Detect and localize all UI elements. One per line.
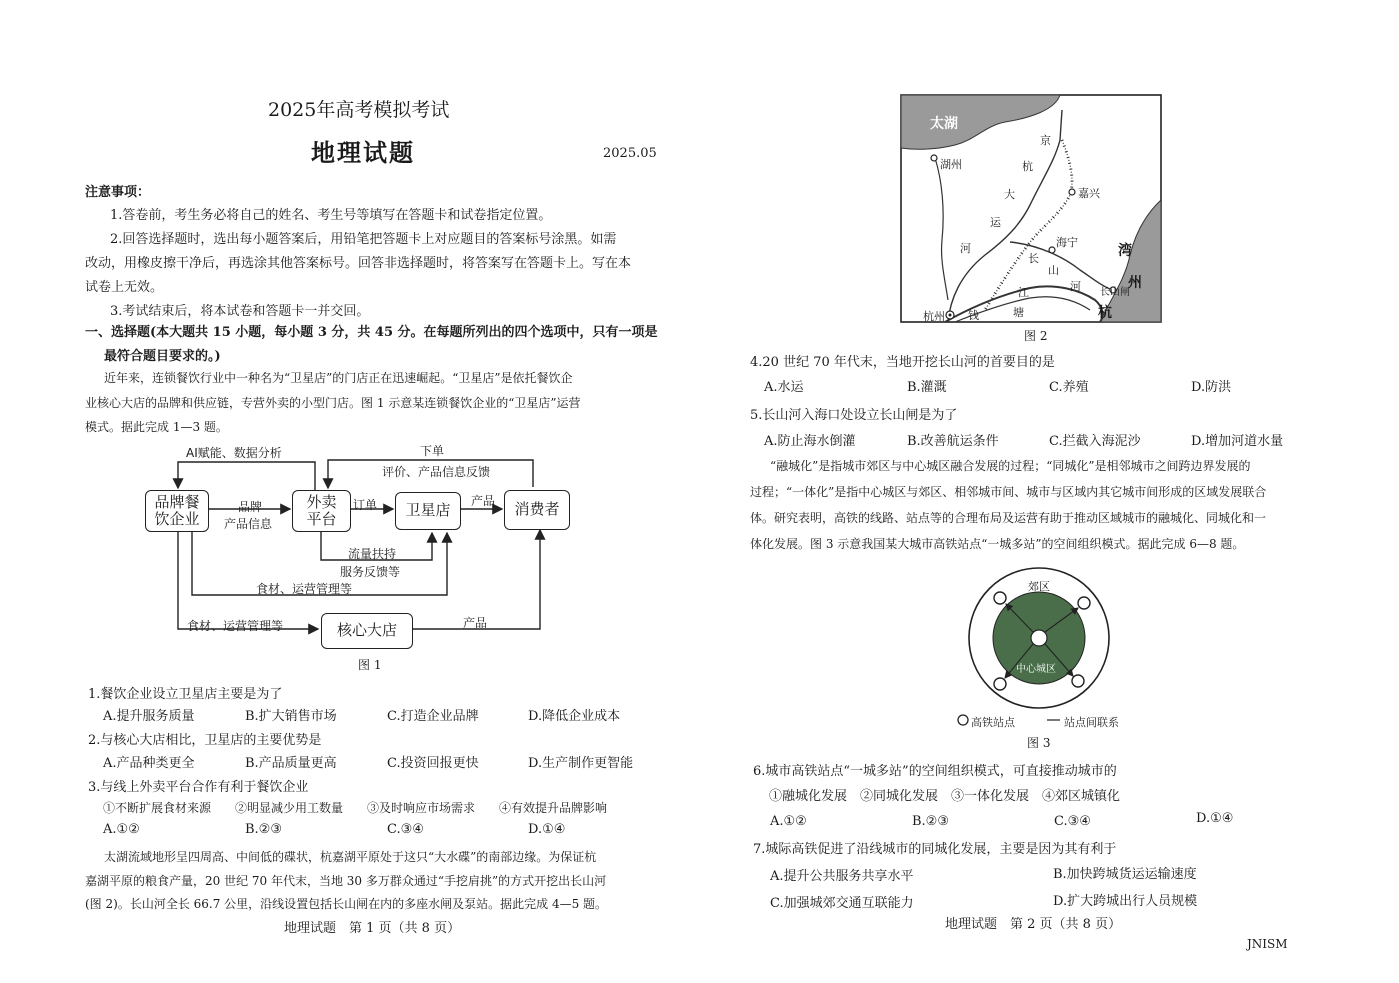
map-label-canal: 运: [990, 216, 1001, 229]
map-label-changshan-river: 长: [1028, 252, 1039, 265]
option[interactable]: B.灌溉: [907, 380, 947, 395]
map-label-haining: 海宁: [1056, 236, 1078, 249]
option[interactable]: C.养殖: [1049, 380, 1089, 395]
map-label-canal: 京: [1040, 134, 1051, 147]
order-label: 订单: [353, 498, 378, 512]
brand-label: 品牌: [238, 500, 263, 514]
service-label: 服务反馈等: [340, 565, 401, 579]
intro-paragraph: 近年来，连锁餐饮行业中一种名为“卫星店”的门店正在迅速崛起。“卫星店”是依托餐饮企: [104, 371, 573, 385]
option[interactable]: A.防止海水倒灌: [764, 434, 856, 449]
map-label-hangzhou: 杭州: [923, 310, 945, 323]
option[interactable]: B.扩大销售市场: [245, 709, 337, 724]
question-stem: 2.与核心大店相比，卫星店的主要优势是: [88, 733, 322, 748]
enterprise-line2: 饮企业: [154, 510, 200, 528]
platform-line2: 平台: [306, 510, 337, 528]
map-label-bay: 湾: [1118, 243, 1132, 259]
traffic-label: 流量扶持: [348, 547, 397, 561]
section-heading-cont: 最符合题目要求的。): [104, 349, 221, 364]
page-footer: 地理试题 第 1 页（共 8 页）: [284, 921, 461, 936]
intro-paragraph: 太湖流域地形呈四周高、中间低的碟状，杭嘉湖平原处于这只“大水碟”的南部边缘。为保证杭: [104, 850, 597, 864]
product-label-1: 产品: [471, 494, 496, 508]
exam-title: 2025年高考模拟考试: [268, 99, 450, 121]
center-label: 中心城区: [1016, 664, 1056, 675]
map-label-bay: 杭: [1098, 305, 1112, 321]
option[interactable]: A.①②: [770, 814, 807, 829]
option[interactable]: B.产品质量更高: [245, 756, 337, 771]
order-top-label: 下单: [420, 444, 445, 458]
map-label-qiantang: 江: [1018, 286, 1029, 299]
map-label-canal: 杭: [1022, 160, 1033, 173]
figure-2-caption: 图 2: [1024, 329, 1048, 343]
food-label-2: 食材、运营管理等: [187, 619, 284, 633]
option[interactable]: C.加强城郊交通互联能力: [770, 896, 914, 911]
question-stem: 5.长山河入海口处设立长山闸是为了: [750, 408, 958, 423]
notice-item: 试卷上无效。: [85, 280, 164, 295]
intro-paragraph: 体化发展。图 3 示意我国某大城市高铁站点“一城多站”的空间组织模式。据此完成 6—8 题。: [750, 537, 1245, 551]
product-info-label: 产品信息: [224, 517, 273, 531]
notice-item: 2.回答选择题时，选出每小题答案后，用铅笔把答题卡上对应题目的答案标号涂黑。如需: [110, 232, 617, 247]
map-label-bay: 州: [1128, 275, 1142, 291]
platform-line1: 外卖: [306, 492, 337, 511]
notice-item: 改动，用橡皮擦干净后，再选涂其他答案标号。回答非选择题时，将答案写在答题卡上。写在本: [85, 256, 632, 271]
consumer-box: 消费者: [504, 490, 570, 530]
option[interactable]: D.①④: [1196, 811, 1234, 826]
question-stem: 3.与线上外卖平台合作有利于餐饮企业: [88, 780, 309, 795]
option[interactable]: C.拦截入海泥沙: [1049, 434, 1141, 449]
subject-title: 地理试题: [311, 138, 415, 167]
legend-link-label: 站点间联系: [1064, 716, 1119, 729]
map-label-huzhou: 湖州: [940, 158, 962, 171]
option[interactable]: A.提升公共服务共享水平: [770, 869, 914, 884]
suburb-label: 郊区: [1028, 580, 1050, 593]
question-stem: 4.20 世纪 70 年代末，当地开挖长山河的首要目的是: [750, 355, 1055, 370]
intro-paragraph: 过程；“一体化”是指中心城区与郊区、相邻城市间、城市与区域内其它城市间形成的区域发展联合: [750, 485, 1267, 499]
option[interactable]: A.水运: [764, 380, 804, 395]
map-label-changshan-river: 山: [1048, 264, 1059, 277]
option[interactable]: D.降低企业成本: [528, 709, 621, 724]
map-label-qiantang: 塘: [1013, 306, 1024, 319]
option[interactable]: D.增加河道水量: [1191, 434, 1284, 449]
map-label-changshan-river: 河: [1070, 280, 1081, 293]
map-label-qiantang: 钱: [968, 309, 979, 322]
question-stem: 1.餐饮企业设立卫星店主要是为了: [88, 687, 283, 702]
intro-paragraph: 嘉湖平原的粮食产量，20 世纪 70 年代末，当地 30 多万群众通过“手挖肩挑”的方式开挖出长山河: [85, 874, 607, 888]
page-footer: 地理试题 第 2 页（共 8 页）: [945, 917, 1122, 932]
corner-code: JNISM: [1247, 937, 1288, 951]
intro-paragraph: 业核心大店的品牌和供应链，专营外卖的小型门店。图 1 示意某连锁餐饮企业的“卫星店”运营: [85, 396, 581, 410]
option[interactable]: B.②③: [245, 822, 282, 837]
map-label-taihu: 太湖: [930, 116, 958, 132]
product-label-2: 产品: [463, 616, 488, 630]
map-label-canal: 河: [960, 242, 971, 255]
option[interactable]: D.扩大跨城出行人员规模: [1053, 894, 1198, 909]
option[interactable]: C.③④: [387, 822, 424, 837]
question-statements: ①不断扩展食材来源 ②明显减少用工数量 ③及时响应市场需求 ④有效提升品牌影响: [103, 801, 608, 815]
option[interactable]: B.改善航运条件: [907, 434, 999, 449]
map-label-jiaxing: 嘉兴: [1078, 187, 1100, 200]
core-store-box: 核心大店: [321, 613, 413, 649]
intro-paragraph: 体。研究表明，高铁的线路、站点等的合理布局及运营有助于推动区域城市的融城化、同城化和一: [750, 511, 1267, 525]
map-label-changshanzha: 长山闸: [1100, 287, 1130, 298]
notice-heading: 注意事项：: [85, 185, 151, 200]
option[interactable]: B.加快跨城货运运输速度: [1053, 867, 1197, 882]
question-stem: 6.城市高铁站点“一城多站”的空间组织模式，可直接推动城市的: [753, 764, 1117, 779]
option[interactable]: D.①④: [528, 822, 566, 837]
intro-paragraph: 模式。据此完成 1—3 题。: [85, 420, 228, 434]
section-heading: 一、选择题(本大题共 15 小题，每小题 3 分，共 45 分。在每题所列出的四个选项中，只有一项是: [85, 325, 658, 340]
notice-item: 3.考试结束后，将本试卷和答题卡一并交回。: [110, 304, 370, 319]
legend-station-label: 高铁站点: [971, 716, 1015, 729]
question-statements: ①融城化发展 ②同城化发展 ③一体化发展 ④郊区城镇化: [769, 789, 1121, 804]
intro-paragraph: (图 2)。长山河全长 66.7 公里，沿线设置包括长山闸在内的多座水闸及泵站。据此完成 4—5 题。: [85, 897, 608, 911]
option[interactable]: C.投资回报更快: [387, 756, 479, 771]
figure-1-caption: 图 1: [358, 658, 382, 672]
question-stem: 7.城际高铁促进了沿线城市的同城化发展，主要是因为其有利于: [753, 842, 1117, 857]
option[interactable]: C.打造企业品牌: [387, 709, 479, 724]
map-label-canal: 大: [1004, 188, 1015, 201]
option[interactable]: A.①②: [103, 822, 140, 837]
option[interactable]: D.生产制作更智能: [528, 756, 634, 771]
figure-3-caption: 图 3: [1027, 736, 1051, 750]
option[interactable]: B.②③: [912, 814, 949, 829]
ai-label: AI赋能、数据分析: [186, 446, 282, 460]
enterprise-line1: 品牌餐: [154, 492, 200, 511]
feedback-label: 评价、产品信息反馈: [382, 465, 491, 479]
intro-paragraph: “融城化”是指城市郊区与中心城区融合发展的过程；“同城化”是相邻城市之间跨边界发展的: [770, 459, 1251, 473]
option[interactable]: C.③④: [1054, 814, 1091, 829]
option[interactable]: A.提升服务质量: [103, 709, 195, 724]
food-label-1: 食材、运营管理等: [256, 582, 353, 596]
option[interactable]: D.防洪: [1191, 380, 1232, 395]
notice-item: 1.答卷前，考生务必将自己的姓名、考生号等填写在答题卡和试卷指定位置。: [110, 208, 552, 223]
satellite-box: 卫星店: [395, 492, 461, 530]
option[interactable]: A.产品种类更全: [103, 756, 195, 771]
exam-date: 2025.05: [603, 146, 657, 161]
